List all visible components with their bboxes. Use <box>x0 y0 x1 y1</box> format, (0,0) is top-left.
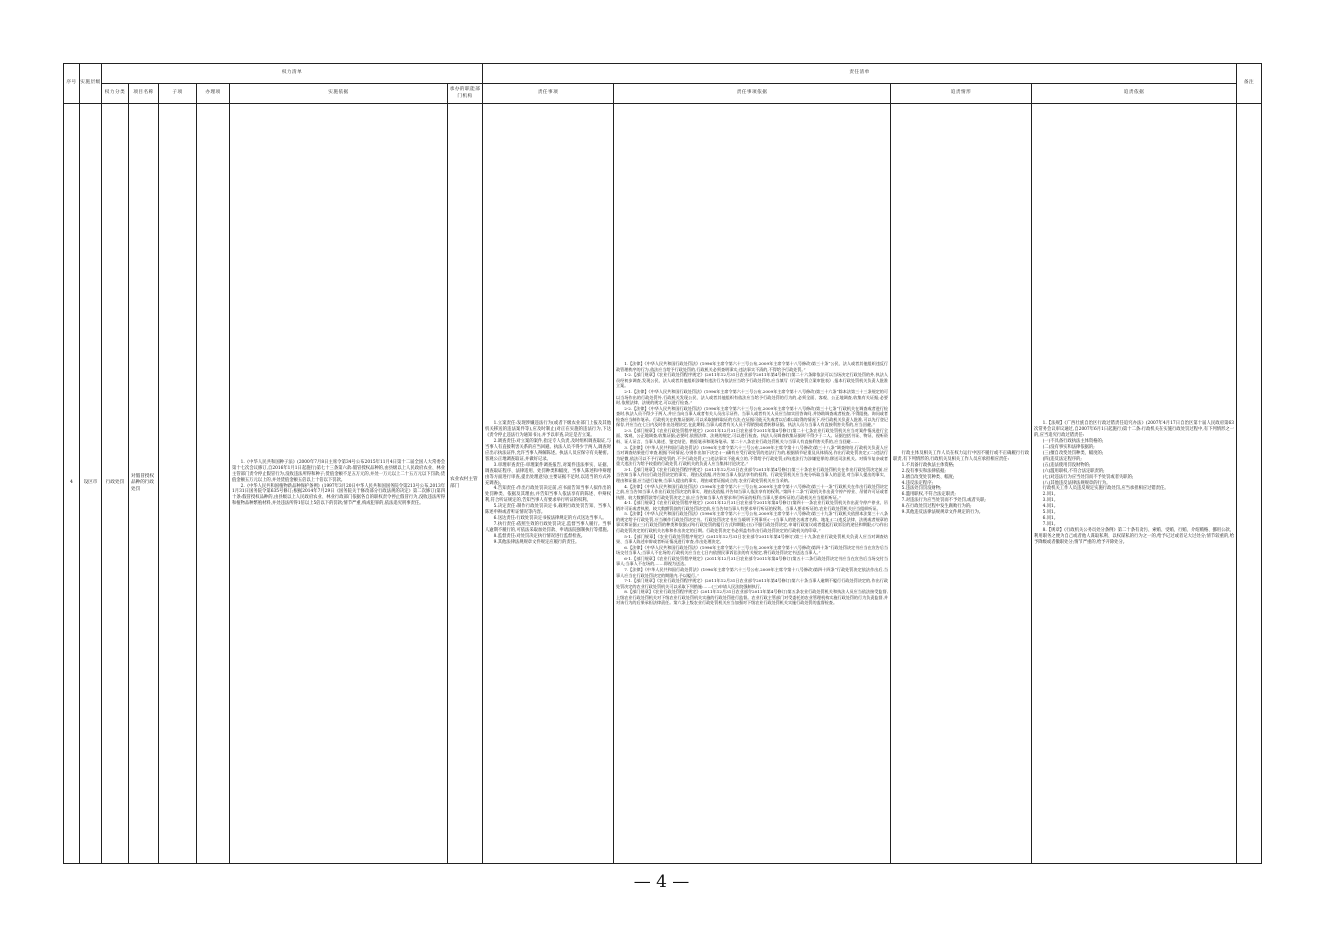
accountability-basis-item: (四)违反法定程序的; <box>1042 456 1082 462</box>
accountability-basis-item: 3.同1。 <box>1042 498 1059 504</box>
header-resp-basis: 责任事项依据 <box>614 84 891 104</box>
accountability-item: 行政主体及相关工作人员在权力运行中因不履行或不正确履行行政职责,有下列情形的,行政机关及相关工作人员应承担相应责任: <box>893 450 1030 462</box>
basis-paragraph: 2.《中华人民共和国植物新品种保护条例》(1997年3月20日中华人民共和国国务院令第213号公布,2013年1月31日国务院令第635号修订;根据2014年7月29日《国务院关于修改部分行政法规的决定》第二次修订)第四十条:假冒授权品种的,由县级以上人民政府农业、林业行政部门依据各自的职权责令停止假冒行为,没收违法所得和植物品种繁殖材料,并处违法所得1倍以上5倍以下的罚款;情节严重,构成犯罪的,依法追究刑事责任。 <box>232 483 445 507</box>
table-row <box>64 104 1262 864</box>
resp-item: 1.立案责任:发现涉嫌违法行为(或者下级农业部门上报及其他机关移送的违法案件等),应及时制止(对正在实施的违法行为,下达《责令停止违法行为通知书》),并予以审查,决定是否立案。 <box>485 421 612 439</box>
resp-basis-paragraph: 2-2.【法律】《中华人民共和国行政处罚法》(1996年主席令第六十三号公布,2009年主席令第十八号修改)第三十七条“行政机关在调查或者进行检查时,执法人员不得少于两人,并应当向当事人或者有关人员出示证件。当事人或者有关人员应当如实回答询问,并协助调查或者检查,不得阻挠。询问或者检查应当制作笔录。行政机关在收集证据时,可以采取抽样取证的方法;在证据可能灭失或者以后难以取得的情况下,经行政机关负责人批准,可以先行登记保存,并应当在七日内及时作出处理决定,在此期间,当事人或者有关人员不得销毁或者转移证据。执法人员与当事人有直接利害关系的,应当回避。” <box>616 405 889 428</box>
resp-item: 8.监督责任:对处罚决定执行情况进行监督检查。 <box>493 533 586 539</box>
cell-accountability <box>891 104 1032 864</box>
accountability-item: 1.不具备行政执法主体资格; <box>901 462 955 468</box>
header-resp-items: 责任事项 <box>483 84 614 104</box>
accountability-item: 5.违法处罚罚没财物; <box>901 486 942 492</box>
resp-basis-paragraph: 4.【法律】《中华人民共和国行政处罚法》(1996年主席令第六十三号公布,2009年主席令第十八号修改)第三十一条“行政机关在作出行政处罚决定之前,应当告知当事人作出行政处罚决定的事实、理由及依据,并告知当事人依法享有的权利。”第四十二条“行政机关作出责令停产停业、吊销许可证或者执照、较大数额罚款等行政处罚决定之前,应当告知当事人有要求举行听证的权利;当事人要求听证的,行政机关应当组织听证。” <box>616 483 889 500</box>
power-responsibility-table <box>63 63 1262 864</box>
page-number <box>0 872 1323 892</box>
cell-handling <box>197 104 230 864</box>
accountability-basis-item: (六)滥用职权,不符合法定职责的; <box>1042 468 1105 474</box>
cell-item-name: 对假冒授权品种的行政处罚 <box>129 104 159 864</box>
accountability-basis-item: 6.同1。 <box>1042 516 1059 522</box>
resp-basis-paragraph: 4-1.【部门规章】《农业行政处罚程序规定》(2011年12月31日农业部令2011年第4号修订)第四十一条农业行政处罚机关作出责令停产停业、吊销许可证或者执照、较大数额罚款的行政处罚决定前,应当告知当事人有要求举行听证的权利。当事人要求听证的,农业行政处罚机关应当组织听证。 <box>616 500 889 511</box>
cell-dept: 农业农村主管部门 <box>448 104 483 864</box>
header-power-type: 权力分类 <box>102 84 129 104</box>
cell-resp-basis <box>614 104 891 864</box>
accountability-item: 7.对违法行为应当处罚而不予处罚,或者失职; <box>901 498 986 504</box>
cell-power-type: 行政处罚 <box>102 104 129 864</box>
accountability-basis-item: (一)不具备行政执法主体资格的; <box>1042 439 1104 445</box>
header-accountability: 追责情形 <box>891 84 1032 104</box>
accountability-item: 3.擅自改变处罚种类、幅度; <box>901 474 955 480</box>
header-level: 实施层级 <box>80 64 102 104</box>
resp-basis-paragraph: 7-1.【部门规章】《农业行政处罚程序规定》(2011年12月31日农业部令2011年第4号修订)第六十条当事人逾期不履行行政处罚决定的,作出行政处罚决定的农业行政处罚机关可以采取下列措施:……(三)申请人民法院强制执行。 <box>616 578 889 589</box>
header-basis: 实施依据 <box>230 84 448 104</box>
accountability-item: 9.其他违反法律法规规章文件规定的行为。 <box>901 510 984 516</box>
resp-basis-paragraph: 1-2.【部门规章】《农业行政处罚程序规定》(2011年12月31日农业部令2011年第4号修订)第二十六条除依法可以当场决定行政处罚的外,执法人员经初步调查,发现公民、法人或者其他组织涉嫌有违法行为依法应当给予行政处罚的,应当填写《行政处罚立案审批表》,报本行政处罚机关负责人批准立案。 <box>616 372 889 389</box>
header-power-list: 权力清单 <box>102 64 483 84</box>
resp-item: 6.送达责任:行政处罚决定书按法律规定的方式送达当事人。 <box>493 516 607 522</box>
header-dept: 承办的职能部门机构 <box>448 84 483 104</box>
cell-level: 设区市 <box>80 104 102 864</box>
accountability-item: 2.没有事实和法律依据; <box>901 468 946 474</box>
cell-resp-items <box>483 104 614 864</box>
resp-basis-paragraph: 6.【法律】《中华人民共和国行政处罚法》(1996年主席令第六十三号公布,2009年主席令第十八号修改)第四十条“行政处罚决定书应当在宣告后当场交付当事人;当事人不在场的,行政机关应当在七日内依照民事诉讼法的有关规定,将行政处罚决定书送达当事人。” <box>616 544 889 556</box>
resp-basis-paragraph: 2-3.【部门规章】《农业行政处罚程序规定》(2011年12月31日农业部令2011年第4号修订)第二十七条农业行政处罚机关应当对案件情况进行全面、客观、公正地调查,收集证据;必要时,依照法律、法规的规定,可以进行检查。执法人员调查收集证据时不得少于二人。证据包括书证、物证、视听资料、证人证言、当事人陈述、鉴定结论、勘验笔录和现场笔录。第二十八条农业行政处罚机关与当事人有直接利害关系的,应当回避…… <box>616 427 889 444</box>
accountability-basis-item: (八)其他违反法律法规规章的行为。 <box>1042 480 1111 486</box>
header-handling: 办理项 <box>197 84 230 104</box>
cell-seq: 4 <box>64 104 80 864</box>
accountability-basis-item: (七)对违法行为应当处罚而不予处罚或者失职的; <box>1042 474 1134 480</box>
resp-item: 7.执行责任:依照生效的行政处罚决定,监督当事人履行。当事人逾期不履行的,可依法采取加处罚款、申请法院强制执行等措施。 <box>485 521 612 533</box>
resp-basis-paragraph: 1.【法律】《中华人民共和国行政处罚法》(1996年主席令第六十三号公布,2009年主席令第十八号修改)第三十条“公民、法人或者其他组织违反行政管理秩序的行为,依法应当给予行政处罚的,行政机关必须查明事实;违法事实不清的,不得给予行政处罚。” <box>616 361 889 372</box>
resp-basis-paragraph: 2-1.【法律】《中华人民共和国行政处罚法》(1996年主席令第六十三号公布,2009年主席令第十八号修改)第三十六条“除本法第三十三条规定的可以当场作出的行政处罚外,行政机关发现公民、法人或者其他组织有依法应当给予行政处罚的行为的,必须全面、客观、公正地调查,收集有关证据;必要时,依照法律、法规的规定,可以进行检查。” <box>616 388 889 406</box>
accountability-basis-item: (五)违法使用罚没财物的; <box>1042 462 1091 468</box>
accountability-basis-item: (二)没有事实和法律依据的; <box>1042 445 1095 450</box>
cell-sub-item <box>159 104 197 864</box>
accountability-basis-item: 7.同1。 <box>1042 521 1059 527</box>
resp-item: 3.审理审查责任:审理案件调查报告,对案件违法事实、证据、调查取证程序、法律适用、处罚种类和幅度、当事人陈述和申辩理由等方面进行审查,提出处理意见(主要证据不足时,以适当的方式补充调查)。 <box>485 462 612 486</box>
resp-basis-paragraph: 8.【部门规章】《农业行政处罚程序规定》(2011年12月31日农业部令2011年第4号修订)第五条农业行政处罚机关和执法人员应当依法接受监督,上级农业行政处罚机关对下级农业行政处罚机关实施的行政处罚进行监督。农业行政主管部门对受委托的农业管理机构实施行政处罚的行为负责监督,并对该行为的后果承担法律责任。第六条上级农业行政处罚机关应当加强对下级农业行政处罚机关实施行政处罚的监督检查。 <box>616 589 889 606</box>
basis-paragraph: 1.《中华人民共和国种子法》(2000年7月8日主席令第34号公布2015年11月4日第十二届全国人大常委会第十七次会议修订,自2016年1月1日起施行)第七十三条第六款:假冒授权品种的,由县级以上人民政府农业、林业主管部门责令停止假冒行为,没收违法所得和种子;货值金额不足五万元的,并处一万元以上二十五万元以下罚款;货值金额五万元以上的,并处货值金额五倍以上十倍以下罚款。 <box>232 459 445 483</box>
resp-item: 2.调查责任:对立案的案件,指定专人负责,及时组织调查取证,与当事人有直接利害关系的应当回避。执法人员不得少于两人,调查时应出示执法证件,允许当事人辩解陈述。执法人员应保守有关秘密。客观公正地调查取证,并做好记录。 <box>485 439 612 462</box>
cell-accountability-basis <box>1032 104 1237 864</box>
header-item-name: 项目名称 <box>129 84 159 104</box>
resp-basis-paragraph: 3.【法律】《中华人民共和国行政处罚法》(1996年主席令第六十三号公布,2009年主席令第十八号修改)第三十八条“调查终结,行政机关负责人应当对调查结果进行审查,根据不同情况,分别作出如下决定:(一)确有应受行政处罚的违法行为的,根据情节轻重及具体情况,作出行政处罚决定;(二)违法行为轻微,依法可以不予行政处罚的,不予行政处罚;(三)违法事实不能成立的,不得给予行政处罚;(四)违法行为涉嫌犯罪的,移送司法机关。对情节复杂或者重大违法行为给予较重的行政处罚,行政机关的负责人应当集体讨论决定。” <box>616 444 889 467</box>
accountability-basis-item: (三)擅自改变处罚种类、幅度的; <box>1042 450 1104 456</box>
resp-item: 9.其他法律法规规章文件规定应履行的责任。 <box>493 539 580 545</box>
accountability-basis-item: 4.同1。 <box>1042 504 1059 510</box>
cell-basis <box>230 104 448 864</box>
header-responsibility-list: 责任清单 <box>483 64 1237 84</box>
page-number-text: — 4 — <box>633 872 690 892</box>
resp-basis-paragraph: 3-1.【部门规章】《农业行政处罚程序规定》(2011年12月31日农业部令2011年第4号修订)第三十条农业行政处罚机关在作出行政处罚决定前,应当告知当事人作出行政处罚决定的事实、理由及依据,并告知当事人依法享有的权利。行政处罚机关应当充分听取当事人的意见,对当事人提出的事实、理由和证据,应当进行复核;当事人提出的事实、理由或者证据成立的,农业行政处罚机关应当采纳。 <box>616 466 889 483</box>
header-sub-item: 子项 <box>159 84 197 104</box>
accountability-basis-item: 5.同1。 <box>1042 510 1059 516</box>
accountability-basis-item: 8.【规章】《行政机关公务员处分条例》第二十条有贪污、索贿、受贿、行贿、介绍贿赂、挪用公款、利用职务之便为自己或者他人谋取私利、以权谋私的行为之一的,给予记过或者记大过处分;情节较重的,给予降级或者撤职处分;情节严重的,给予开除处分。 <box>1034 527 1235 545</box>
resp-basis-paragraph: 5-1.【部门规章】《农业行政处罚程序规定》(2011年12月31日农业部令2011年第4号修订)第三十九条农业行政处罚机关负责人应当对调查结果、当事人陈述申辩或者听证情况进行审查,作出处理决定。 <box>616 533 889 545</box>
accountability-basis-item: 行政机关工作人员违反规定实施行政处罚,应当承担相应过错责任。 <box>1042 486 1169 492</box>
header-seq: 序号 <box>64 64 80 104</box>
accountability-item: 4.违反法定程序; <box>901 480 933 486</box>
accountability-item: 8.在行政处罚过程中发生腐败行为的; <box>901 504 972 510</box>
header-accountability-basis: 追责依据 <box>1032 84 1237 104</box>
resp-basis-paragraph: 7.【法律】《中华人民共和国行政处罚法》(1996年主席令第六十三号公布,2009年主席令第十八号修改)第四十四条“行政处罚决定依法作出后,当事人应当在行政处罚决定的期限内,予以履行。” <box>616 566 889 578</box>
resp-item: 5.决定责任:制作行政处罚决定书,载明行政处罚告知、当事人陈述申辩或者听证情况等内容。 <box>485 504 612 516</box>
header-remarks: 备注 <box>1237 64 1262 104</box>
accountability-basis-item: 2.同1。 <box>1042 492 1059 498</box>
resp-basis-paragraph: 5.【法律】《中华人民共和国行政处罚法》(1996年主席令第六十三号公布,2009年主席令第十八号修改)第三十九条“行政机关依照本法第三十八条的规定给予行政处罚,应当制作行政处罚决定书。行政处罚决定书应当载明下列事项:(一)当事人的姓名或者名称、地址;(二)违反法律、法规或者规章的事实和证据;(三)行政处罚的种类和依据;(四)行政处罚的履行方式和期限;(五)不服行政处罚决定,申请行政复议或者提起行政诉讼的途径和期限;(六)作出行政处罚决定的行政机关名称和作出决定的日期。行政处罚决定书必须盖有作出行政处罚决定的行政机关的印章。” <box>616 511 889 533</box>
cell-remarks <box>1237 104 1262 864</box>
accountability-item: 6.滥用职权,不符合法定职责; <box>901 492 956 498</box>
resp-basis-paragraph: 6-1.【部门规章】《农业行政处罚程序规定》(2011年12月31日农业部令2011年第4号修订)第五十二条行政处罚决定书应当在宣告后当场交付当事人;当事人不在场的,……即视为送达。 <box>616 555 889 567</box>
resp-item: 4.告知责任:作出行政处罚决定前,应书面告知当事人拟作出的处罚种类、依据及其理由,并告知当事人依法享有的陈述、申辩权利,符合听证规定的,告知当事人有要求举行听证的权利。 <box>485 486 612 504</box>
accountability-basis-item: 1.【法规】《广西壮族自治区行政过错责任追究办法》(2007年4月17日自治区第十届人民政府第63次常务会议审议通过,自2007年6月1日起施行)第十二条:行政机关在实施行政处罚过程中,有下列情形之一的,应当追究行政过错责任: <box>1034 421 1235 439</box>
